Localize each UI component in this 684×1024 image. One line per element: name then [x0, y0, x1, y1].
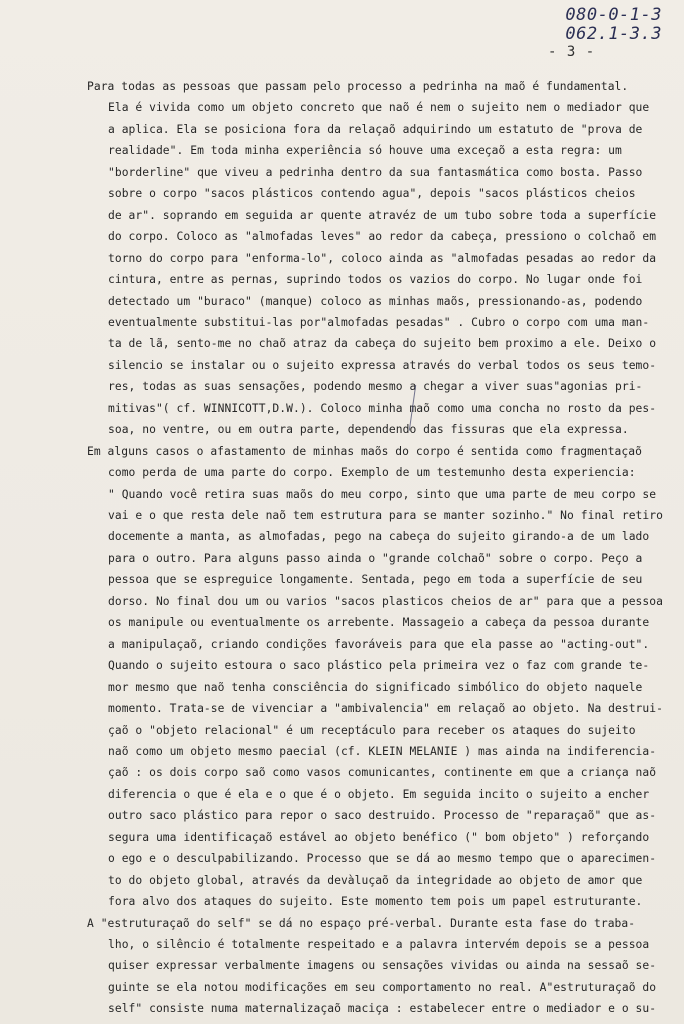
archive-reference — [565, 6, 662, 44]
text-line: çaõ : os dois corpo saõ como vasos comunicantes, continente em que a criança naõ — [108, 766, 657, 780]
text-line: dorso. No final dou um ou varios "sacos plasticos cheios de ar" para que a pessoa — [108, 594, 663, 608]
text-line: guinte se ela notou modificações em seu comportamento no real. A"estruturaçaõ do — [108, 980, 657, 994]
text-line: diferencia o que é ela e o que é o objeto. Em seguida incito o sujeito a encher — [108, 787, 650, 801]
text-line: docemente a manta, as almofadas, pego na cabeça do sujeito girando-a de um lado — [108, 530, 650, 544]
text-line: a manipulaçaõ, criando condições favoráveis para que ela passe ao "acting-out". — [108, 637, 650, 651]
text-line: mor mesmo que naõ tenha consciência do significado simbólico do objeto naquele — [108, 680, 643, 694]
text-line: momento. Trata-se de vivenciar a "ambivalencia" em relaçaõ ao objeto. Na destrui- — [108, 702, 663, 716]
text-line: quiser expressar verbalmente imagens ou sensações vividas ou ainda na sessaõ se- — [108, 959, 657, 973]
text-line: como perda de uma parte do corpo. Exemplo de um testemunho desta experiencia: — [108, 466, 636, 480]
text-line: vai e o que resta dele naõ tem estrutura para se manter sozinho." No final retiro — [108, 509, 663, 522]
text-line: fora alvo dos ataques do sujeito. Este momento tem pois um papel estruturante. — [108, 895, 643, 909]
text-line: Quando o sujeito estoura o saco plástico pela primeira vez o faz com grande te- — [108, 659, 650, 673]
text-line: mitivas"( cf. WINNICOTT,D.W.). Coloco minha maõ como uma concha no rosto da pes- — [108, 401, 657, 415]
text-line: ta de lã, sento-me no chaõ atraz da cabeça do sujeito bem proximo a ele. Deixo o — [108, 337, 657, 351]
text-line: çaõ o "objeto relacional" é um receptáculo para receber os ataques do sujeito — [108, 723, 636, 737]
archive-reference-line-2: 062.1-3.3 — [565, 24, 662, 44]
archive-reference-line-1: 080-0-1-3 — [565, 5, 662, 25]
text-line: do corpo. Coloco as "almofadas leves" ao redor da cabeça, pressiono o colchaõ em — [108, 230, 657, 244]
text-line: Para todas as pessoas que passam pelo processo a pedrinha na maõ é fundamental. — [87, 80, 629, 93]
text-line: sobre o corpo "sacos plásticos contendo agua", depois "sacos plásticos cheios — [108, 187, 636, 201]
text-line: torno do corpo para "enforma-lo", coloco ainda as "almofadas pesadas ao redor da — [108, 251, 657, 265]
text-line: " Quando você retira suas maõs do meu corpo, sinto que uma parte de meu corpo se — [108, 487, 657, 501]
text-line: A "estruturaçaõ do self" se dá no espaço pré-verbal. Durante esta fase do traba- — [87, 916, 636, 930]
text-line: res, todas as suas sensações, podendo mesmo a chegar a viver suas"agonias pri- — [108, 380, 643, 394]
text-line: naõ como um objeto mesmo paecial (cf. KLEIN MELANIE ) mas ainda na indiferencia- — [108, 744, 657, 758]
text-line: self" consiste numa maternalizaçaõ maciça : estabelecer entre o mediador e o su- — [108, 1002, 657, 1016]
text-line: to do objeto global, através da devàluçaõ da integridade ao objeto de amor que — [108, 873, 643, 887]
text-line: a aplica. Ela se posiciona fora da relaçaõ adquirindo um estatuto de "prova de — [108, 122, 643, 136]
text-line: silencio se instalar ou o sujeito expressa através do verbal todos os seus temo- — [108, 358, 657, 372]
text-line: eventualmente substitui-las por"almofadas pesadas" . Cubro o corpo com uma man- — [108, 315, 650, 329]
text-line: detectado um "buraco" (manque) coloco as minhas maõs, pressionando-as, podendo — [108, 294, 643, 308]
text-line: os manipule ou eventualmente os arrebente. Massageio a cabeça da pessoa durante — [108, 616, 650, 630]
text-line: "borderline" que viveu a pedrinha dentro da sua fantasmática como bosta. Passo — [108, 165, 643, 179]
text-line: para o outro. Para alguns passo ainda o "grande colchaõ" sobre o corpo. Peço a — [108, 551, 643, 565]
text-line: lho, o silêncio é totalmente respeitado e a palavra intervém depois se a pessoa — [108, 938, 650, 951]
text-line: Ela é vivida como um objeto concreto que naõ é nem o sujeito nem o mediador que — [108, 101, 650, 115]
text-line: segura uma identificaçaõ estável ao objeto benéfico (" bom objeto" ) reforçando — [108, 830, 650, 844]
text-line: soa, no ventre, ou em outra parte, dependendo das fissuras que ela expressa. — [108, 423, 629, 437]
text-line: de ar". soprando em seguida ar quente atravéz de um tubo sobre toda a superfície — [108, 208, 657, 222]
text-line: outro saco plástico para repor o saco destruido. Processo de "reparaçaõ" que as- — [108, 809, 657, 823]
text-line: o ego e o desculpabilizando. Processo que se dá ao mesmo tempo que o aparecimen- — [108, 852, 657, 866]
text-line: cintura, entre as pernas, suprindo todos os vazios do corpo. No lugar onde foi — [108, 273, 643, 287]
page-number: - 3 - — [548, 44, 596, 60]
text-line: Em alguns casos o afastamento de minhas maõs do corpo é sentida como fragmentaçaõ — [87, 444, 642, 458]
text-line: pessoa que se espreguice longamente. Sentada, pego em toda a superfície de seu — [108, 573, 643, 587]
text-line: realidade". Em toda minha experiência só houve uma exceçaõ a esta regra: um — [108, 144, 622, 158]
